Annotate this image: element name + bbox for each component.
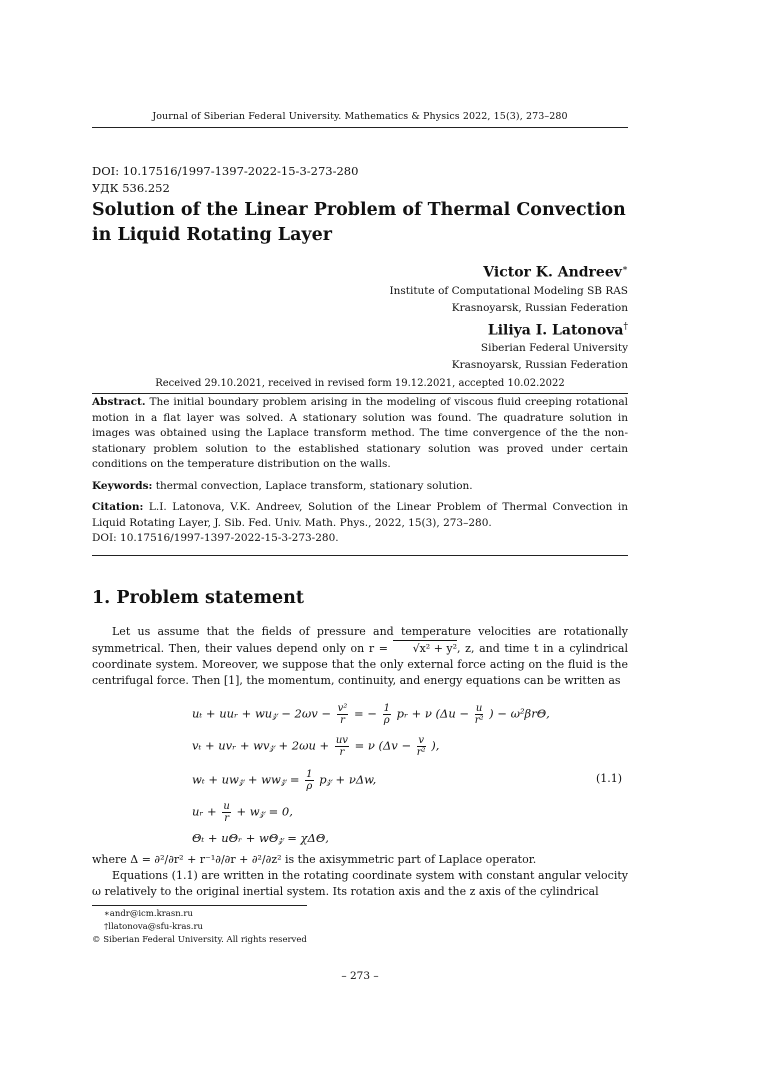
body-paragraph-2: where Δ = ∂²/∂r² + r⁻¹∂/∂r + ∂²/∂z² is the axisymmetric part of Laplace operator. [92, 853, 537, 866]
footnote-rule [92, 905, 307, 906]
running-head: Journal of Siberian Federal University. Mathematics & Physics 2022, 15(3), 273–280 [152, 111, 568, 122]
body-paragraph-3: Equations (1.1) are written in the rotating coordinate system with constant angular velocity ω relatively to the original inertial system. Its rotation axis and the z axis of the cylindrical [92, 869, 628, 898]
footnotes [92, 908, 307, 947]
section-heading: 1. Problem statement [92, 588, 304, 608]
abstract-bottom-rule [92, 555, 628, 556]
footnote-email-2[interactable]: †llatonova@sfu-kras.ru [104, 922, 203, 932]
title-line-2: in Liquid Rotating Layer [92, 225, 332, 245]
abstract-top-rule [92, 393, 628, 394]
article-meta [92, 163, 358, 197]
abstract-paragraph [92, 395, 628, 473]
keywords-text: thermal convection, Laplace transform, stationary solution. [155, 479, 473, 492]
title-line-1: Solution of the Linear Problem of Thermal Convection [92, 200, 626, 220]
udk: УДК 536.252 [92, 181, 170, 195]
keywords-paragraph [92, 479, 628, 495]
author-location-2: Krasnoyarsk, Russian Federation [451, 359, 628, 372]
abstract-label: Abstract. [92, 396, 146, 408]
citation-paragraph [92, 500, 628, 531]
author-name-2: Liliya I. Latonova† [487, 321, 628, 339]
citation-doi[interactable]: DOI: 10.17516/1997-1397-2022-15-3-273-280. [92, 532, 339, 544]
body-paragraph-1: Let us assume that the fields of pressure and temperature velocities are rotationally symmetrical. Then, their values depend only on r = √x² + y², z, and time t in a cylindrical coordinate system. Moreover, we suppose that the only external force acting on the fluid is the centrifugal force. Then [1], the momentum, continuity, and energy equations can be written as [92, 625, 628, 687]
equation-line-5: Θₜ + uΘᵣ + wΘ𝓏 = χΔΘ, [192, 831, 329, 845]
received-dates: Received 29.10.2021, received in revised form 19.12.2021, accepted 10.02.2022 [155, 378, 565, 389]
author-name-1: Victor K. Andreev∗ [483, 264, 628, 281]
equation-system [192, 703, 628, 851]
article-title [92, 198, 632, 248]
page-number: – 273 – [341, 970, 379, 982]
equation-line-4: uᵣ + $\frac{u}{r}$ + w𝓏 = 0, [192, 801, 293, 824]
authors-block [389, 259, 628, 374]
sqrt-radicand: √x² + y² [393, 640, 457, 657]
footnote-email-1[interactable]: ∗andr@icm.krasn.ru [104, 909, 193, 919]
equation-number: (1.1) [596, 772, 623, 785]
citation-text: L.I. Latonova, V.K. Andreev, Solution of the Linear Problem of Thermal Convection in Liquid Rotating Layer, J. Sib. Fed. Univ. Math. Phys., 2022, 15(3), 273–280. [92, 501, 628, 529]
equation-line-2: vₜ + uvᵣ + wv𝓏 + 2ωu + $\frac{uv}{r}$ = ν (Δv − $\frac{v}{\text{r²}}$ ), [192, 735, 440, 758]
citation-label: Citation: [92, 501, 144, 513]
author-affiliation-2: Siberian Federal University [480, 342, 628, 355]
equation-line-3: wₜ + uw𝓏 + ww𝓏 = $\frac{1}{\rho}$ p𝓏 + νΔw, [192, 769, 377, 792]
abstract-text: The initial boundary problem arising in the modeling of viscous fluid creeping rotational motion in a flat layer was solved. A stationary solution was found. The quadrature solution in images was obtained using the Laplace transform method. The time convergence of the the non-stationary problem solution to the established stationary solution was proved under certain conditions on the temperature distribution on the walls. [92, 396, 628, 470]
author-location-1: Krasnoyarsk, Russian Federation [451, 301, 628, 314]
copyright-notice: © Siberian Federal University. All rights reserved [92, 935, 307, 945]
author-affiliation-1: Institute of Computational Modeling SB RAS [389, 284, 628, 297]
header-rule [92, 127, 628, 128]
doi[interactable]: DOI: 10.17516/1997-1397-2022-15-3-273-280 [92, 164, 359, 178]
abstract-block [92, 395, 628, 547]
equation-line-1: uₜ + uuᵣ + wu𝓏 − 2ωv − $\frac{\text{v²}}{r}$ = − $\frac{1}{\rho}$ pᵣ + ν (Δu − $\frac{u}{\text{r²}}$ ) − ω²βrΘ, [192, 703, 550, 726]
keywords-label: Keywords: [92, 479, 153, 492]
